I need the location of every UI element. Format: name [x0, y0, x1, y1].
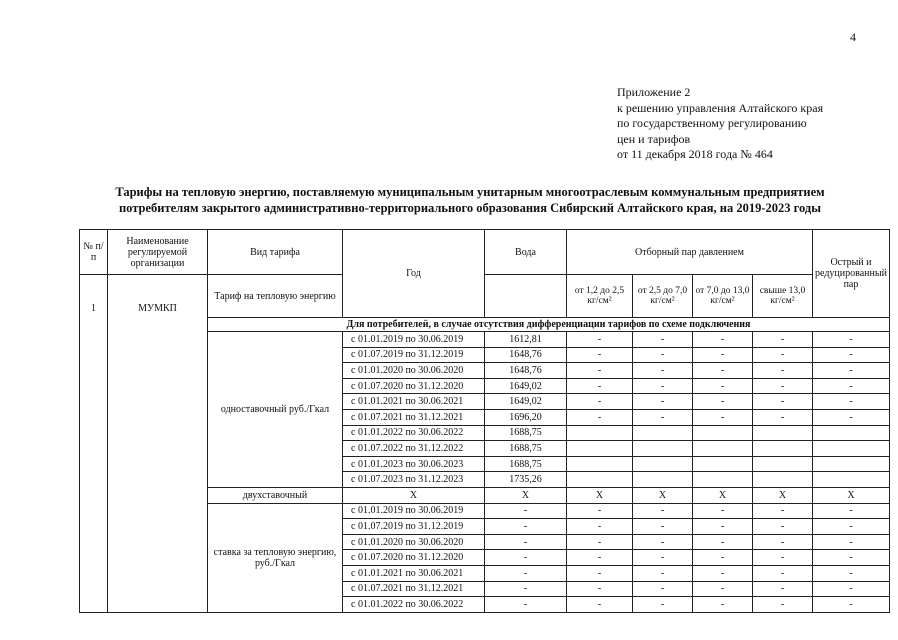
- p4-cell: [753, 472, 813, 488]
- p4-cell: -: [753, 503, 813, 519]
- period-cell: с 01.07.2022 по 31.12.2022: [343, 441, 485, 457]
- appendix-line: по государственному регулированию: [617, 116, 807, 130]
- sharp-cell: -: [813, 597, 890, 613]
- p4-cell: -: [753, 332, 813, 348]
- p2-cell: [633, 441, 693, 457]
- period-cell: с 01.01.2022 по 30.06.2022: [343, 425, 485, 441]
- water-cell: -: [485, 550, 567, 566]
- appendix-line: цен и тарифов: [617, 131, 691, 146]
- period-cell: с 01.07.2021 по 31.12.2021: [343, 581, 485, 597]
- sharp-cell: -: [813, 347, 890, 363]
- period-cell: с 01.01.2020 по 30.06.2020: [343, 363, 485, 379]
- p2-cell: -: [633, 519, 693, 535]
- p1-cell: [567, 425, 633, 441]
- p2-cell: -: [633, 394, 693, 410]
- p1-cell: [567, 456, 633, 472]
- sharp-cell: -: [813, 378, 890, 394]
- water-cell: -: [485, 565, 567, 581]
- p1-cell: -: [567, 503, 633, 519]
- header-num: № п/п: [80, 230, 108, 275]
- p1-cell: X: [567, 487, 633, 503]
- p2-cell: -: [633, 550, 693, 566]
- water-cell: -: [485, 581, 567, 597]
- p3-cell: [693, 472, 753, 488]
- p1-cell: -: [567, 347, 633, 363]
- p4-cell: -: [753, 550, 813, 566]
- section-heading: Для потребителей, в случае отсутствия дифференциации тарифов по схеме подключения: [208, 318, 890, 332]
- header-water-empty: [485, 275, 567, 318]
- appendix-line: от 11 декабря 2018 года № 464: [617, 147, 773, 161]
- appendix-line: Приложение 2: [617, 85, 691, 99]
- sharp-cell: -: [813, 363, 890, 379]
- tariff-type-label: двухставочный: [208, 487, 343, 503]
- tariff-type-label: одноставочный руб./Гкал: [208, 332, 343, 488]
- period-cell: с 01.07.2020 по 31.12.2020: [343, 378, 485, 394]
- water-cell: -: [485, 534, 567, 550]
- header-sharp-steam: Острый и редуцированный пар: [813, 230, 890, 318]
- p1-cell: -: [567, 597, 633, 613]
- p3-cell: -: [693, 394, 753, 410]
- p2-cell: -: [633, 409, 693, 425]
- p2-cell: [633, 456, 693, 472]
- sharp-cell: [813, 425, 890, 441]
- header-water: Вода: [485, 230, 567, 275]
- p3-cell: -: [693, 347, 753, 363]
- p3-cell: [693, 425, 753, 441]
- water-cell: 1612,81: [485, 332, 567, 348]
- document-title: [70, 184, 870, 216]
- water-cell: 1648,76: [485, 347, 567, 363]
- header-pressure-1: от 1,2 до 2,5 кг/см²: [567, 275, 633, 318]
- p2-cell: -: [633, 581, 693, 597]
- water-cell: X: [485, 487, 567, 503]
- p2-cell: -: [633, 597, 693, 613]
- sharp-cell: -: [813, 550, 890, 566]
- p2-cell: X: [633, 487, 693, 503]
- p4-cell: -: [753, 597, 813, 613]
- sharp-cell: -: [813, 581, 890, 597]
- sharp-cell: X: [813, 487, 890, 503]
- p3-cell: [693, 456, 753, 472]
- period-cell: с 01.01.2022 по 30.06.2022: [343, 597, 485, 613]
- p3-cell: -: [693, 332, 753, 348]
- water-cell: 1696,20: [485, 409, 567, 425]
- period-cell: с 01.07.2021 по 31.12.2021: [343, 409, 485, 425]
- p3-cell: -: [693, 565, 753, 581]
- title-line-1: Тарифы на тепловую энергию, поставляемую муниципальным унитарным многоотраслевым коммунальным предприятием: [115, 185, 825, 199]
- p4-cell: -: [753, 363, 813, 379]
- p4-cell: [753, 425, 813, 441]
- sharp-cell: [813, 472, 890, 488]
- p2-cell: -: [633, 378, 693, 394]
- tariff-type-label: ставка за тепловую энергию, руб./Гкал: [208, 503, 343, 612]
- header-year: Год: [343, 230, 485, 318]
- p4-cell: -: [753, 347, 813, 363]
- p2-cell: [633, 472, 693, 488]
- p1-cell: -: [567, 409, 633, 425]
- appendix-block: [617, 85, 823, 163]
- sharp-cell: -: [813, 332, 890, 348]
- p4-cell: -: [753, 394, 813, 410]
- page-number: 4: [850, 30, 856, 44]
- water-cell: 1649,02: [485, 378, 567, 394]
- sharp-cell: -: [813, 534, 890, 550]
- p3-cell: -: [693, 409, 753, 425]
- p1-cell: -: [567, 534, 633, 550]
- p1-cell: -: [567, 581, 633, 597]
- water-cell: 1688,75: [485, 441, 567, 457]
- period-cell: с 01.07.2020 по 31.12.2020: [343, 550, 485, 566]
- water-cell: -: [485, 519, 567, 535]
- period-cell: с 01.01.2019 по 30.06.2019: [343, 503, 485, 519]
- sharp-cell: -: [813, 503, 890, 519]
- org-name: МУМКП: [108, 275, 208, 613]
- sharp-cell: [813, 456, 890, 472]
- p4-cell: [753, 456, 813, 472]
- p4-cell: -: [753, 565, 813, 581]
- sharp-cell: [813, 441, 890, 457]
- header-subkind: Тариф на тепловую энергию: [208, 275, 343, 318]
- p1-cell: -: [567, 332, 633, 348]
- tariff-table: [79, 229, 890, 613]
- water-cell: 1649,02: [485, 394, 567, 410]
- period-cell: с 01.01.2023 по 30.06.2023: [343, 456, 485, 472]
- sharp-cell: -: [813, 519, 890, 535]
- p2-cell: -: [633, 534, 693, 550]
- header-pressure-4: свыше 13,0 кг/см²: [753, 275, 813, 318]
- p3-cell: -: [693, 534, 753, 550]
- p1-cell: -: [567, 519, 633, 535]
- p3-cell: -: [693, 581, 753, 597]
- period-cell: с 01.01.2019 по 30.06.2019: [343, 332, 485, 348]
- water-cell: 1735,26: [485, 472, 567, 488]
- p2-cell: -: [633, 347, 693, 363]
- p1-cell: -: [567, 363, 633, 379]
- header-steam: Отборный пар давлением: [567, 230, 813, 275]
- period-cell: с 01.07.2019 по 31.12.2019: [343, 519, 485, 535]
- water-cell: 1688,75: [485, 456, 567, 472]
- header-kind: Вид тарифа: [208, 230, 343, 275]
- p3-cell: X: [693, 487, 753, 503]
- period-cell: X: [343, 487, 485, 503]
- p4-cell: -: [753, 409, 813, 425]
- p4-cell: -: [753, 378, 813, 394]
- p3-cell: -: [693, 378, 753, 394]
- p2-cell: -: [633, 503, 693, 519]
- row-number: 1: [80, 275, 108, 613]
- period-cell: с 01.01.2021 по 30.06.2021: [343, 565, 485, 581]
- header-org: Наименование регулируемой организации: [108, 230, 208, 275]
- sharp-cell: -: [813, 409, 890, 425]
- period-cell: с 01.01.2020 по 30.06.2020: [343, 534, 485, 550]
- p3-cell: -: [693, 363, 753, 379]
- p3-cell: -: [693, 597, 753, 613]
- p2-cell: -: [633, 332, 693, 348]
- appendix-line: к решению управления Алтайского края: [617, 100, 824, 115]
- p3-cell: [693, 441, 753, 457]
- p2-cell: -: [633, 565, 693, 581]
- water-cell: 1648,76: [485, 363, 567, 379]
- p4-cell: -: [753, 581, 813, 597]
- p3-cell: -: [693, 503, 753, 519]
- p4-cell: [753, 441, 813, 457]
- p1-cell: -: [567, 378, 633, 394]
- period-cell: с 01.07.2019 по 31.12.2019: [343, 347, 485, 363]
- title-line-2: потребителям закрытого административно-территориального образования Сибирский Алтайского края, на 2019-2023 годы: [118, 201, 822, 215]
- period-cell: с 01.07.2023 по 31.12.2023: [343, 472, 485, 488]
- header-pressure-2: от 2,5 до 7,0 кг/см²: [633, 275, 693, 318]
- water-cell: -: [485, 503, 567, 519]
- p2-cell: [633, 425, 693, 441]
- p2-cell: -: [633, 363, 693, 379]
- p1-cell: [567, 472, 633, 488]
- water-cell: 1688,75: [485, 425, 567, 441]
- p4-cell: X: [753, 487, 813, 503]
- p4-cell: -: [753, 534, 813, 550]
- p3-cell: -: [693, 519, 753, 535]
- sharp-cell: -: [813, 565, 890, 581]
- p1-cell: -: [567, 394, 633, 410]
- period-cell: с 01.01.2021 по 30.06.2021: [343, 394, 485, 410]
- p1-cell: -: [567, 565, 633, 581]
- p4-cell: -: [753, 519, 813, 535]
- p1-cell: -: [567, 550, 633, 566]
- header-pressure-3: от 7,0 до 13,0 кг/см²: [693, 275, 753, 318]
- water-cell: -: [485, 597, 567, 613]
- sharp-cell: -: [813, 394, 890, 410]
- p3-cell: -: [693, 550, 753, 566]
- p1-cell: [567, 441, 633, 457]
